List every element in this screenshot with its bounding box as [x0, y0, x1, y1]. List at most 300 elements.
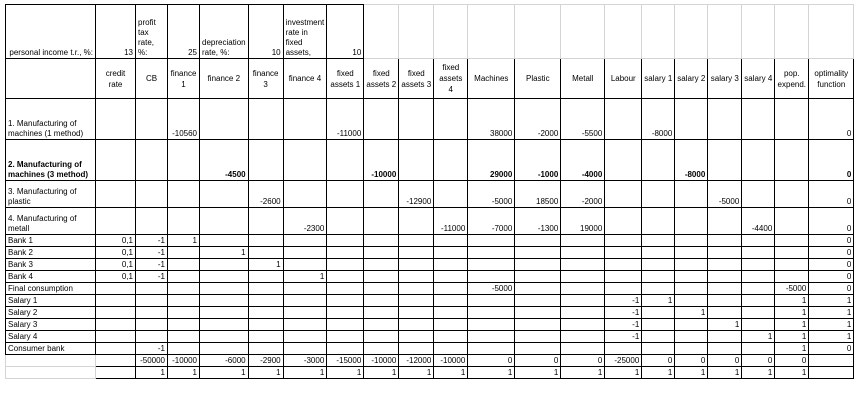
table-cell[interactable]: 1: [775, 367, 809, 379]
table-cell[interactable]: [364, 271, 399, 283]
table-cell[interactable]: [561, 283, 605, 295]
table-cell[interactable]: [809, 367, 854, 379]
table-cell[interactable]: [168, 319, 200, 331]
table-cell[interactable]: [434, 319, 468, 331]
table-cell[interactable]: [675, 283, 708, 295]
table-cell[interactable]: [399, 259, 434, 271]
table-cell[interactable]: [248, 331, 283, 343]
table-cell[interactable]: [136, 283, 168, 295]
table-cell[interactable]: [168, 181, 200, 208]
table-cell[interactable]: [642, 271, 675, 283]
table-cell[interactable]: [561, 319, 605, 331]
table-cell[interactable]: 0: [809, 343, 854, 355]
table-cell[interactable]: [675, 235, 708, 247]
table-cell[interactable]: [96, 99, 136, 140]
table-cell[interactable]: [708, 208, 742, 235]
table-cell[interactable]: [742, 319, 775, 331]
table-cell[interactable]: [775, 181, 809, 208]
table-cell[interactable]: [248, 208, 283, 235]
table-cell[interactable]: [200, 319, 249, 331]
table-cell[interactable]: 1: [708, 319, 742, 331]
table-cell[interactable]: [327, 247, 364, 259]
table-cell[interactable]: [515, 295, 561, 307]
table-cell[interactable]: 1: [561, 367, 605, 379]
table-cell[interactable]: [200, 181, 249, 208]
table-cell[interactable]: -1: [605, 331, 642, 343]
table-cell[interactable]: [642, 343, 675, 355]
table-cell[interactable]: [283, 283, 327, 295]
table-cell[interactable]: -4000: [561, 140, 605, 181]
table-cell[interactable]: [96, 208, 136, 235]
table-cell[interactable]: -4400: [742, 208, 775, 235]
table-cell[interactable]: [605, 283, 642, 295]
table-cell[interactable]: -1: [605, 307, 642, 319]
table-cell[interactable]: [809, 355, 854, 367]
table-cell[interactable]: [136, 319, 168, 331]
table-cell[interactable]: [642, 331, 675, 343]
table-cell[interactable]: [434, 331, 468, 343]
table-cell[interactable]: [434, 140, 468, 181]
table-cell[interactable]: [248, 319, 283, 331]
table-cell[interactable]: [200, 283, 249, 295]
table-cell[interactable]: [327, 295, 364, 307]
table-cell[interactable]: [605, 259, 642, 271]
table-cell[interactable]: -1000: [515, 140, 561, 181]
table-cell[interactable]: [364, 99, 399, 140]
table-cell[interactable]: [399, 343, 434, 355]
table-cell[interactable]: [468, 331, 515, 343]
table-cell[interactable]: 0: [742, 355, 775, 367]
table-cell[interactable]: [561, 295, 605, 307]
table-cell[interactable]: [283, 99, 327, 140]
table-cell[interactable]: 1: [136, 367, 168, 379]
table-cell[interactable]: [434, 99, 468, 140]
table-cell[interactable]: [605, 99, 642, 140]
table-cell[interactable]: [434, 343, 468, 355]
table-cell[interactable]: 1: [468, 367, 515, 379]
table-cell[interactable]: 1: [809, 331, 854, 343]
table-cell[interactable]: [200, 295, 249, 307]
table-cell[interactable]: -7000: [468, 208, 515, 235]
table-cell[interactable]: [434, 235, 468, 247]
table-cell[interactable]: [399, 307, 434, 319]
table-cell[interactable]: -11000: [434, 208, 468, 235]
table-cell[interactable]: -10000: [364, 355, 399, 367]
table-cell[interactable]: [515, 343, 561, 355]
table-cell[interactable]: [675, 247, 708, 259]
table-cell[interactable]: [468, 235, 515, 247]
depreciation-value[interactable]: 10: [248, 5, 283, 59]
table-cell[interactable]: 0: [809, 181, 854, 208]
table-cell[interactable]: [708, 283, 742, 295]
table-cell[interactable]: [283, 247, 327, 259]
table-cell[interactable]: [642, 259, 675, 271]
table-cell[interactable]: [96, 283, 136, 295]
table-cell[interactable]: -1: [605, 319, 642, 331]
table-cell[interactable]: 38000: [468, 99, 515, 140]
table-cell[interactable]: [642, 140, 675, 181]
table-cell[interactable]: -10000: [434, 355, 468, 367]
table-cell[interactable]: [708, 271, 742, 283]
table-cell[interactable]: -10560: [168, 99, 200, 140]
table-cell[interactable]: [96, 181, 136, 208]
table-cell[interactable]: [515, 259, 561, 271]
table-cell[interactable]: [364, 307, 399, 319]
table-cell[interactable]: [364, 259, 399, 271]
table-cell[interactable]: [675, 99, 708, 140]
table-cell[interactable]: 1: [742, 331, 775, 343]
table-cell[interactable]: [136, 208, 168, 235]
table-cell[interactable]: -5000: [468, 283, 515, 295]
table-cell[interactable]: -1: [136, 235, 168, 247]
table-cell[interactable]: 0,1: [96, 235, 136, 247]
table-cell[interactable]: [283, 319, 327, 331]
table-cell[interactable]: 0,1: [96, 247, 136, 259]
table-cell[interactable]: 1: [399, 367, 434, 379]
table-cell[interactable]: 1: [775, 331, 809, 343]
table-cell[interactable]: [136, 295, 168, 307]
table-cell[interactable]: [742, 259, 775, 271]
table-cell[interactable]: [248, 307, 283, 319]
table-cell[interactable]: [248, 99, 283, 140]
table-cell[interactable]: [468, 259, 515, 271]
table-cell[interactable]: [515, 235, 561, 247]
table-cell[interactable]: [708, 259, 742, 271]
table-cell[interactable]: -8000: [675, 140, 708, 181]
table-cell[interactable]: [399, 140, 434, 181]
table-cell[interactable]: [168, 331, 200, 343]
table-cell[interactable]: [136, 331, 168, 343]
table-cell[interactable]: [136, 99, 168, 140]
table-cell[interactable]: [775, 99, 809, 140]
table-cell[interactable]: [561, 343, 605, 355]
table-cell[interactable]: [168, 247, 200, 259]
table-cell[interactable]: [675, 331, 708, 343]
table-cell[interactable]: [327, 319, 364, 331]
table-cell[interactable]: [399, 235, 434, 247]
table-cell[interactable]: 0: [809, 208, 854, 235]
personal-income-value[interactable]: 13: [96, 5, 136, 59]
table-cell[interactable]: [364, 235, 399, 247]
table-cell[interactable]: [96, 307, 136, 319]
table-cell[interactable]: 0: [515, 355, 561, 367]
table-cell[interactable]: [136, 181, 168, 208]
table-cell[interactable]: [742, 140, 775, 181]
table-cell[interactable]: -6000: [200, 355, 249, 367]
table-cell[interactable]: [742, 99, 775, 140]
table-cell[interactable]: [742, 295, 775, 307]
table-cell[interactable]: [168, 295, 200, 307]
table-cell[interactable]: -2600: [248, 181, 283, 208]
table-cell[interactable]: [248, 295, 283, 307]
table-cell[interactable]: [605, 235, 642, 247]
table-cell[interactable]: [561, 331, 605, 343]
table-cell[interactable]: [399, 319, 434, 331]
table-cell[interactable]: 0: [775, 355, 809, 367]
table-cell[interactable]: [605, 343, 642, 355]
table-cell[interactable]: -10000: [168, 355, 200, 367]
table-cell[interactable]: [605, 208, 642, 235]
table-cell[interactable]: [515, 331, 561, 343]
table-cell[interactable]: -1: [136, 271, 168, 283]
table-cell[interactable]: [283, 307, 327, 319]
table-cell[interactable]: [742, 343, 775, 355]
table-cell[interactable]: [675, 319, 708, 331]
table-cell[interactable]: 1: [675, 367, 708, 379]
table-cell[interactable]: [248, 247, 283, 259]
table-cell[interactable]: [775, 247, 809, 259]
table-cell[interactable]: [364, 319, 399, 331]
table-cell[interactable]: [468, 295, 515, 307]
table-cell[interactable]: -2000: [515, 99, 561, 140]
table-cell[interactable]: [561, 247, 605, 259]
table-cell[interactable]: [248, 271, 283, 283]
table-cell[interactable]: [775, 271, 809, 283]
table-cell[interactable]: 0: [809, 99, 854, 140]
table-cell[interactable]: 0: [561, 355, 605, 367]
table-cell[interactable]: [642, 181, 675, 208]
table-cell[interactable]: [327, 283, 364, 295]
table-cell[interactable]: [515, 271, 561, 283]
table-cell[interactable]: [364, 181, 399, 208]
table-cell[interactable]: [283, 235, 327, 247]
table-cell[interactable]: [248, 283, 283, 295]
table-cell[interactable]: 1: [434, 367, 468, 379]
table-cell[interactable]: [327, 181, 364, 208]
table-cell[interactable]: -1: [136, 343, 168, 355]
investment-value[interactable]: 10: [327, 5, 364, 59]
table-cell[interactable]: -2000: [561, 181, 605, 208]
table-cell[interactable]: [200, 259, 249, 271]
table-cell[interactable]: -2300: [283, 208, 327, 235]
table-cell[interactable]: [248, 343, 283, 355]
table-cell[interactable]: [168, 307, 200, 319]
table-cell[interactable]: 1: [605, 367, 642, 379]
table-cell[interactable]: [515, 319, 561, 331]
table-cell[interactable]: 0: [809, 259, 854, 271]
table-cell[interactable]: [136, 140, 168, 181]
table-cell[interactable]: 1: [809, 319, 854, 331]
table-cell[interactable]: [364, 295, 399, 307]
table-cell[interactable]: [742, 181, 775, 208]
table-cell[interactable]: [96, 331, 136, 343]
table-cell[interactable]: [399, 271, 434, 283]
table-cell[interactable]: [642, 208, 675, 235]
table-cell[interactable]: -3000: [283, 355, 327, 367]
table-cell[interactable]: [399, 208, 434, 235]
table-cell[interactable]: [200, 99, 249, 140]
table-cell[interactable]: 1: [708, 367, 742, 379]
table-cell[interactable]: [642, 247, 675, 259]
table-cell[interactable]: [561, 235, 605, 247]
table-cell[interactable]: 1: [248, 259, 283, 271]
table-cell[interactable]: [248, 235, 283, 247]
table-cell[interactable]: [168, 343, 200, 355]
table-cell[interactable]: [96, 367, 136, 379]
table-cell[interactable]: [364, 331, 399, 343]
table-cell[interactable]: [327, 331, 364, 343]
table-cell[interactable]: [96, 343, 136, 355]
table-cell[interactable]: [96, 140, 136, 181]
table-cell[interactable]: [675, 295, 708, 307]
table-cell[interactable]: 1: [200, 247, 249, 259]
table-cell[interactable]: [775, 235, 809, 247]
table-cell[interactable]: [327, 259, 364, 271]
table-cell[interactable]: [775, 140, 809, 181]
table-cell[interactable]: -8000: [642, 99, 675, 140]
table-cell[interactable]: [434, 295, 468, 307]
table-cell[interactable]: [434, 247, 468, 259]
table-cell[interactable]: [96, 295, 136, 307]
table-cell[interactable]: -4500: [200, 140, 249, 181]
table-cell[interactable]: [327, 208, 364, 235]
table-cell[interactable]: [399, 99, 434, 140]
table-cell[interactable]: [327, 235, 364, 247]
table-cell[interactable]: [283, 140, 327, 181]
profit-tax-value[interactable]: 25: [168, 5, 200, 59]
table-cell[interactable]: [168, 140, 200, 181]
table-cell[interactable]: [605, 181, 642, 208]
table-cell[interactable]: [468, 319, 515, 331]
table-cell[interactable]: [708, 343, 742, 355]
table-cell[interactable]: [742, 307, 775, 319]
table-cell[interactable]: [515, 307, 561, 319]
table-cell[interactable]: 1: [775, 307, 809, 319]
table-cell[interactable]: [434, 271, 468, 283]
table-cell[interactable]: [434, 283, 468, 295]
table-cell[interactable]: -1: [136, 247, 168, 259]
table-cell[interactable]: [742, 235, 775, 247]
table-cell[interactable]: [775, 208, 809, 235]
table-cell[interactable]: [136, 307, 168, 319]
table-cell[interactable]: [708, 295, 742, 307]
table-cell[interactable]: [468, 271, 515, 283]
table-cell[interactable]: [675, 181, 708, 208]
table-cell[interactable]: [561, 271, 605, 283]
table-cell[interactable]: 0: [809, 140, 854, 181]
table-cell[interactable]: [515, 247, 561, 259]
table-cell[interactable]: [327, 271, 364, 283]
table-cell[interactable]: [468, 247, 515, 259]
table-cell[interactable]: [775, 259, 809, 271]
table-cell[interactable]: 1: [775, 295, 809, 307]
table-cell[interactable]: [283, 343, 327, 355]
table-cell[interactable]: [200, 271, 249, 283]
table-cell[interactable]: [200, 307, 249, 319]
table-cell[interactable]: [168, 283, 200, 295]
table-cell[interactable]: [327, 307, 364, 319]
table-cell[interactable]: -5500: [561, 99, 605, 140]
table-cell[interactable]: [708, 140, 742, 181]
table-cell[interactable]: 1: [515, 367, 561, 379]
table-cell[interactable]: [283, 259, 327, 271]
table-cell[interactable]: -12900: [399, 181, 434, 208]
table-cell[interactable]: 1: [809, 295, 854, 307]
table-cell[interactable]: [675, 259, 708, 271]
table-cell[interactable]: [283, 295, 327, 307]
table-cell[interactable]: [742, 271, 775, 283]
table-cell[interactable]: 29000: [468, 140, 515, 181]
table-cell[interactable]: -11000: [327, 99, 364, 140]
table-cell[interactable]: [364, 283, 399, 295]
table-cell[interactable]: [399, 331, 434, 343]
table-cell[interactable]: [168, 259, 200, 271]
table-cell[interactable]: [327, 343, 364, 355]
table-cell[interactable]: [434, 307, 468, 319]
table-cell[interactable]: [200, 343, 249, 355]
table-cell[interactable]: 1: [675, 307, 708, 319]
table-cell[interactable]: [168, 208, 200, 235]
table-cell[interactable]: -12000: [399, 355, 434, 367]
table-cell[interactable]: -2900: [248, 355, 283, 367]
table-cell[interactable]: 1: [283, 367, 327, 379]
table-cell[interactable]: 0,1: [96, 259, 136, 271]
table-cell[interactable]: [364, 208, 399, 235]
table-cell[interactable]: 0: [809, 235, 854, 247]
table-cell[interactable]: [399, 295, 434, 307]
table-cell[interactable]: [248, 140, 283, 181]
table-cell[interactable]: 1: [809, 307, 854, 319]
table-cell[interactable]: 18500: [515, 181, 561, 208]
table-cell[interactable]: [200, 208, 249, 235]
table-cell[interactable]: 1: [168, 367, 200, 379]
table-cell[interactable]: [675, 343, 708, 355]
table-cell[interactable]: 1: [364, 367, 399, 379]
table-cell[interactable]: [200, 235, 249, 247]
table-cell[interactable]: [605, 247, 642, 259]
table-cell[interactable]: -5000: [468, 181, 515, 208]
table-cell[interactable]: 19000: [561, 208, 605, 235]
table-cell[interactable]: [283, 331, 327, 343]
table-cell[interactable]: [708, 331, 742, 343]
table-cell[interactable]: [399, 247, 434, 259]
table-cell[interactable]: [642, 319, 675, 331]
table-cell[interactable]: -1: [136, 259, 168, 271]
table-cell[interactable]: -15000: [327, 355, 364, 367]
table-cell[interactable]: 1: [168, 235, 200, 247]
table-cell[interactable]: 1: [642, 295, 675, 307]
table-cell[interactable]: [605, 140, 642, 181]
table-cell[interactable]: [708, 235, 742, 247]
table-cell[interactable]: [168, 271, 200, 283]
table-cell[interactable]: 1: [642, 367, 675, 379]
table-cell[interactable]: 0: [809, 283, 854, 295]
table-cell[interactable]: 0: [675, 355, 708, 367]
table-cell[interactable]: 0: [642, 355, 675, 367]
table-cell[interactable]: [561, 259, 605, 271]
table-cell[interactable]: -5000: [708, 181, 742, 208]
table-cell[interactable]: [708, 247, 742, 259]
table-cell[interactable]: -1: [605, 295, 642, 307]
table-cell[interactable]: 0: [468, 355, 515, 367]
table-cell[interactable]: [515, 283, 561, 295]
table-cell[interactable]: 0,1: [96, 271, 136, 283]
table-cell[interactable]: [327, 140, 364, 181]
table-cell[interactable]: [642, 283, 675, 295]
table-cell[interactable]: -25000: [605, 355, 642, 367]
table-cell[interactable]: [364, 343, 399, 355]
table-cell[interactable]: [434, 181, 468, 208]
table-cell[interactable]: [561, 307, 605, 319]
table-cell[interactable]: [605, 271, 642, 283]
table-cell[interactable]: [742, 247, 775, 259]
table-cell[interactable]: [200, 331, 249, 343]
table-cell[interactable]: [708, 307, 742, 319]
table-cell[interactable]: [675, 271, 708, 283]
table-cell[interactable]: 1: [775, 319, 809, 331]
table-cell[interactable]: 0: [809, 271, 854, 283]
table-cell[interactable]: 1: [248, 367, 283, 379]
